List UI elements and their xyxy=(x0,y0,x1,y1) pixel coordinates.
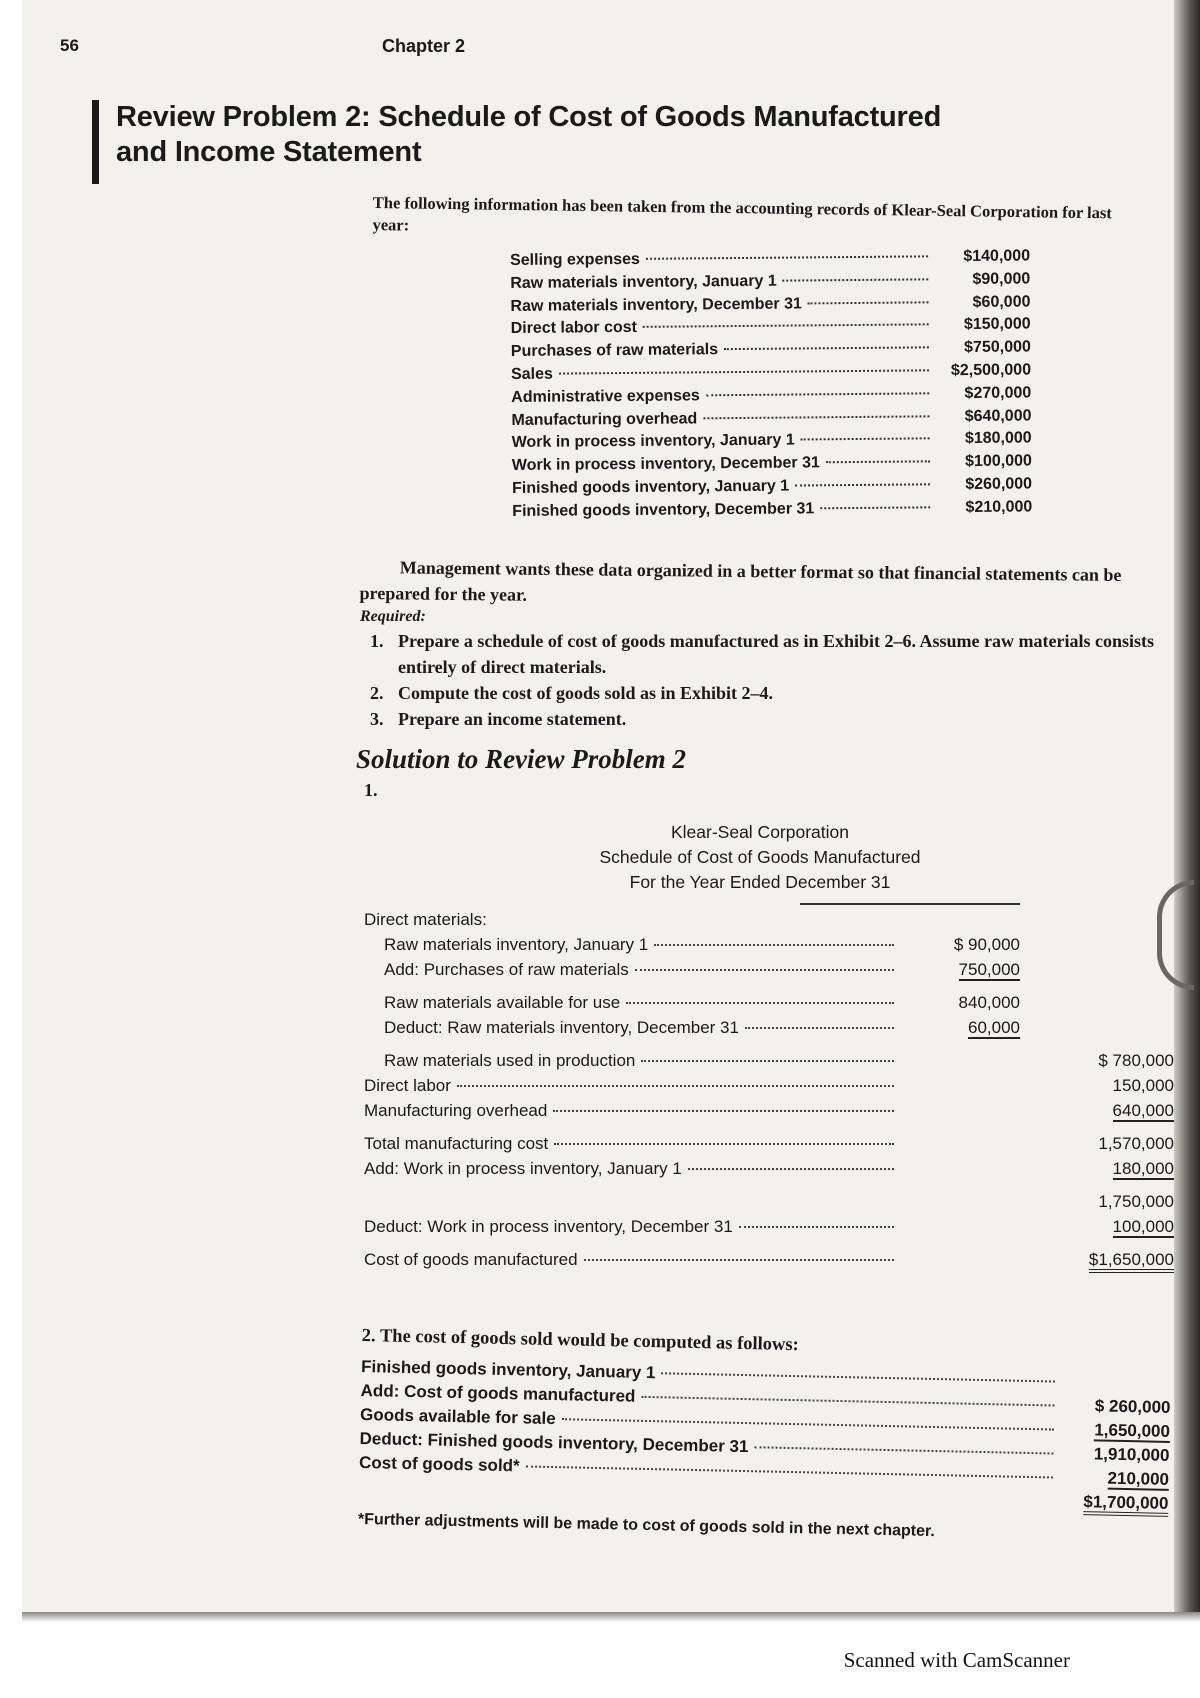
solution-title: Solution to Review Problem 2 xyxy=(356,744,687,774)
statement-name: Schedule of Cost of Goods Manufactured xyxy=(599,847,921,867)
given-data-list xyxy=(510,247,1032,525)
required-label: Required: xyxy=(360,608,426,625)
list-item: Work in process inventory, December 31 $100,000 xyxy=(511,452,1032,475)
list-item: Finished goods inventory, December 31 $210,000 xyxy=(512,498,1033,520)
list-item: Finished goods inventory, January 1 $260,000 xyxy=(511,475,1033,497)
company-name: Klear-Seal Corporation xyxy=(670,822,849,842)
table-row: Raw materials inventory, January 1 $ 90,000 xyxy=(384,935,1020,954)
table-row: Manufacturing overhead 640,000 xyxy=(364,1101,1174,1120)
table-row: Direct materials: xyxy=(364,910,487,929)
cogm-schedule xyxy=(364,910,1174,1275)
management-paragraph: Management wants these data organized in a better format so that financial statements can be prepared for the year. xyxy=(359,557,1122,605)
table-row: Cost of goods manufactured $1,650,000 xyxy=(364,1250,1174,1275)
intro-paragraph: The following information has been taken from the accounting records of Klear-Seal Corporation for last year: xyxy=(372,192,1113,235)
camscanner-watermark: Scanned with CamScanner xyxy=(843,1648,1070,1672)
list-item: 2. Compute the cost of goods sold as in Exhibit 2–4. xyxy=(370,683,774,703)
list-item: Raw materials inventory, January 1 $90,000 xyxy=(510,270,1031,292)
list-item: Manufacturing overhead $640,000 xyxy=(511,407,1032,429)
table-row: Total manufacturing cost 1,570,000 xyxy=(364,1134,1174,1153)
table-row: Add: Purchases of raw materials 750,000 xyxy=(384,960,1020,979)
table-row: Deduct: Raw materials inventory, December 31 60,000 xyxy=(384,1018,1020,1037)
chapter-label: Chapter 2 xyxy=(382,36,466,56)
solution-part-number: 1. xyxy=(364,780,378,800)
table-row: $1,700,000 xyxy=(358,1477,1168,1518)
list-item: Direct labor cost $150,000 xyxy=(510,315,1031,338)
title-accent-bar xyxy=(92,100,99,184)
table-row: Raw materials used in production $ 780,000 xyxy=(384,1051,1174,1070)
list-item: Sales $2,500,000 xyxy=(510,361,1032,383)
list-item: 1. Prepare a schedule of cost of goods manufactured as in Exhibit 2–6. Assume raw materials consists entirely of direct materials. xyxy=(370,631,1154,677)
list-item: Selling expenses $140,000 xyxy=(510,247,1031,269)
table-row: Add: Work in process inventory, January 1 180,000 xyxy=(364,1159,1174,1178)
page-title: Review Problem 2: Schedule of Cost of Goods Manufactured and Income Statement xyxy=(116,101,942,168)
table-row: Finished goods inventory, January 1 xyxy=(361,1357,1171,1398)
table-row: Deduct: Finished goods inventory, December 31 1,910,000 xyxy=(359,1428,1170,1465)
statement-period: For the Year Ended December 31 xyxy=(629,872,891,892)
table-row: Direct labor 150,000 xyxy=(364,1076,1174,1095)
list-item: Raw materials inventory, December 31 $60,000 xyxy=(510,293,1031,315)
table-row: Add: Cost of goods manufactured $ 260,000 xyxy=(360,1380,1171,1417)
list-item: 3. Prepare an income statement. xyxy=(370,709,627,729)
heading-rule xyxy=(800,903,1020,905)
list-item: Work in process inventory, January 1 $180,000 xyxy=(511,429,1032,452)
table-row: Goods available for sale 1,650,000 xyxy=(359,1404,1171,1441)
schedule-heading xyxy=(540,820,980,895)
cogs-computation xyxy=(358,1326,1172,1546)
page-bottom-edge xyxy=(22,1612,1200,1622)
cogs-heading: 2. The cost of goods sold would be computed as follows: xyxy=(361,1326,799,1356)
required-list xyxy=(370,628,1170,732)
table-row: Raw materials available for use 840,000 xyxy=(384,993,1020,1012)
page-number: 56 xyxy=(60,36,79,55)
page-edge-shadow xyxy=(1174,0,1200,1618)
table-row: 1,750,000 xyxy=(1098,1192,1174,1211)
list-item: Administrative expenses $270,000 xyxy=(511,384,1032,406)
footnote: *Further adjustments will be made to cost of goods sold in the next chapter. xyxy=(357,1510,935,1541)
table-row: Deduct: Work in process inventory, December 31 100,000 xyxy=(364,1217,1174,1236)
list-item: Purchases of raw materials $750,000 xyxy=(510,338,1031,361)
table-row: Cost of goods sold* 210,000 xyxy=(358,1452,1170,1489)
